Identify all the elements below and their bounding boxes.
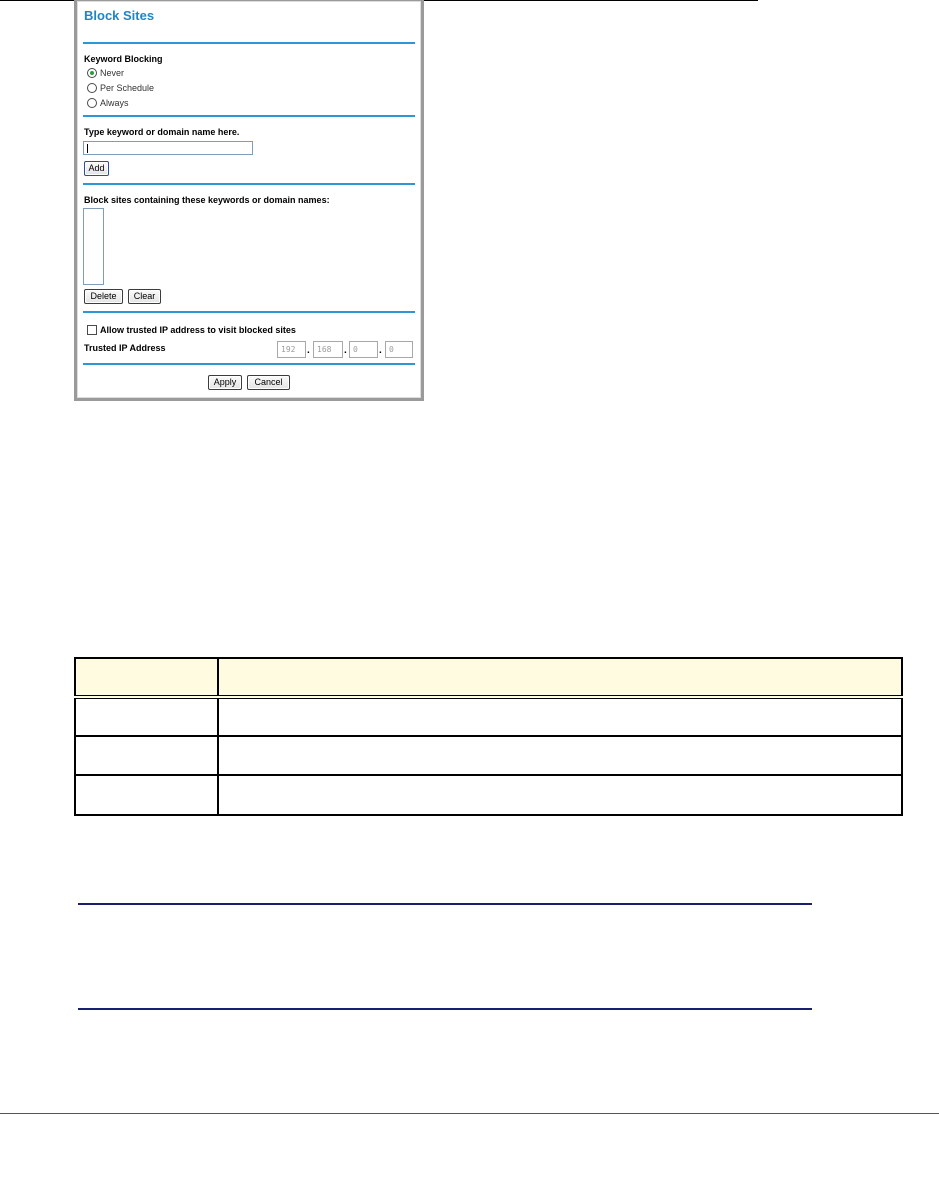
table-header-cell (75, 658, 218, 697)
radio-never-label: Never (100, 68, 125, 78)
table-cell (218, 736, 902, 775)
note-top-rule (78, 903, 812, 905)
ip-separator: . (307, 345, 310, 356)
clear-button[interactable]: Clear (128, 289, 161, 304)
ip-octet-3[interactable]: 0 (349, 341, 378, 358)
divider (83, 363, 415, 365)
table-row (75, 736, 902, 775)
keyword-blocking-label: Keyword Blocking (84, 54, 163, 64)
radio-always-label: Always (100, 98, 129, 108)
cancel-button[interactable]: Cancel (247, 375, 290, 390)
ip-separator: . (344, 345, 347, 356)
ip-octet-1[interactable]: 192 (277, 341, 306, 358)
divider (83, 183, 415, 185)
radio-per-schedule[interactable] (87, 83, 154, 93)
table-row (75, 775, 902, 815)
ip-octet-2[interactable]: 168 (313, 341, 343, 358)
table-row (75, 697, 902, 736)
divider (83, 311, 415, 313)
divider (83, 42, 415, 44)
settings-table (74, 657, 903, 816)
delete-button[interactable]: Delete (84, 289, 123, 304)
radio-always[interactable] (87, 98, 129, 108)
radio-per-schedule-icon[interactable] (87, 83, 97, 93)
radio-always-icon[interactable] (87, 98, 97, 108)
divider (83, 115, 415, 117)
table-cell (218, 775, 902, 815)
allow-trusted-ip-checkbox[interactable] (87, 325, 97, 335)
apply-button[interactable]: Apply (208, 375, 242, 390)
table-cell (75, 736, 218, 775)
radio-never[interactable] (87, 68, 124, 78)
table-cell (218, 697, 902, 736)
keyword-input-label: Type keyword or domain name here. (84, 127, 240, 137)
radio-per-schedule-label: Per Schedule (100, 83, 155, 93)
blocked-list-label: Block sites containing these keywords or domain names: (84, 195, 330, 205)
text-caret (87, 144, 88, 153)
block-sites-panel (74, 0, 424, 401)
trusted-ip-label: Trusted IP Address (84, 343, 166, 353)
ip-octet-4[interactable]: 0 (385, 341, 413, 358)
allow-trusted-ip-label: Allow trusted IP address to visit blocked sites (100, 325, 296, 335)
footer-rule (0, 1113, 939, 1114)
keyword-input[interactable] (83, 141, 253, 155)
table-header-row (75, 658, 902, 697)
table-header-cell (218, 658, 902, 697)
radio-never-selected-icon[interactable] (87, 68, 97, 78)
blocked-sites-listbox[interactable] (83, 208, 104, 285)
ip-separator: . (379, 345, 382, 356)
note-bottom-rule (78, 1008, 812, 1010)
panel-title: Block Sites (84, 8, 155, 23)
table-cell (75, 697, 218, 736)
table-cell (75, 775, 218, 815)
add-button[interactable]: Add (84, 161, 109, 176)
